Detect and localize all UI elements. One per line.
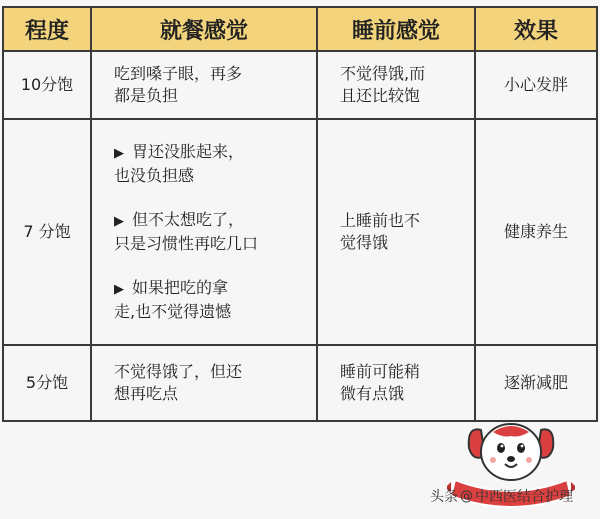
cell-line: 都是负担	[114, 86, 179, 105]
cell-line: 不觉得饿了，但还	[114, 362, 243, 381]
eating-level-table	[2, 6, 598, 422]
header-level: 程度	[3, 7, 91, 51]
account-name: 中西医结合护理	[475, 489, 573, 505]
cell-line: 如果把吃的拿	[132, 278, 229, 297]
bullet-item	[114, 141, 310, 187]
before-sleep-cell	[317, 119, 475, 345]
cell-line: 但不太想吃了，	[132, 210, 245, 229]
cell-line: 不觉得饿,而	[340, 64, 426, 83]
effect-cell: 小心发胖	[475, 51, 597, 119]
level-cell: 7 分饱	[3, 119, 91, 345]
cell-line: 吃到嗓子眼，再多	[114, 64, 243, 83]
before-sleep-cell	[317, 51, 475, 119]
cell-line: 且还比较饱	[340, 86, 421, 105]
header-effect: 效果	[475, 7, 597, 51]
cell-line: 想再吃点	[114, 384, 179, 403]
platform-name: 头条	[430, 489, 458, 505]
during-meal-cell	[91, 51, 317, 119]
bullet-triangle-icon: ▶	[114, 282, 124, 297]
bullet-item	[114, 277, 310, 323]
bullet-item	[114, 209, 310, 255]
header-before-sleep: 睡前感觉	[317, 7, 475, 51]
level-cell: 5分饱	[3, 345, 91, 421]
during-meal-cell	[91, 345, 317, 421]
header-during-meal: 就餐感觉	[91, 7, 317, 51]
cell-line: 睡前可能稍	[340, 362, 421, 381]
during-meal-cell	[91, 119, 317, 345]
bullet-triangle-icon: ▶	[114, 146, 124, 161]
header-row	[3, 7, 597, 51]
table-row	[3, 345, 597, 421]
table-row	[3, 51, 597, 119]
cell-line: 微有点饿	[340, 384, 405, 403]
effect-cell: 健康养生	[475, 119, 597, 345]
cell-line: 只是习惯性再吃几口	[114, 234, 259, 253]
effect-cell: 逐渐减肥	[475, 345, 597, 421]
cell-line: 也没负担感	[114, 166, 195, 185]
table-row	[3, 119, 597, 345]
watermark	[430, 486, 573, 506]
cell-line: 上睡前也不	[340, 211, 421, 230]
cell-line: 胃还没胀起来，	[132, 142, 245, 161]
bullet-triangle-icon: ▶	[114, 214, 124, 229]
cell-line: 走,也不觉得遗憾	[114, 302, 232, 321]
at-sign: @	[460, 488, 473, 504]
level-cell: 10分饱	[3, 51, 91, 119]
cell-line: 觉得饿	[340, 233, 389, 252]
before-sleep-cell	[317, 345, 475, 421]
